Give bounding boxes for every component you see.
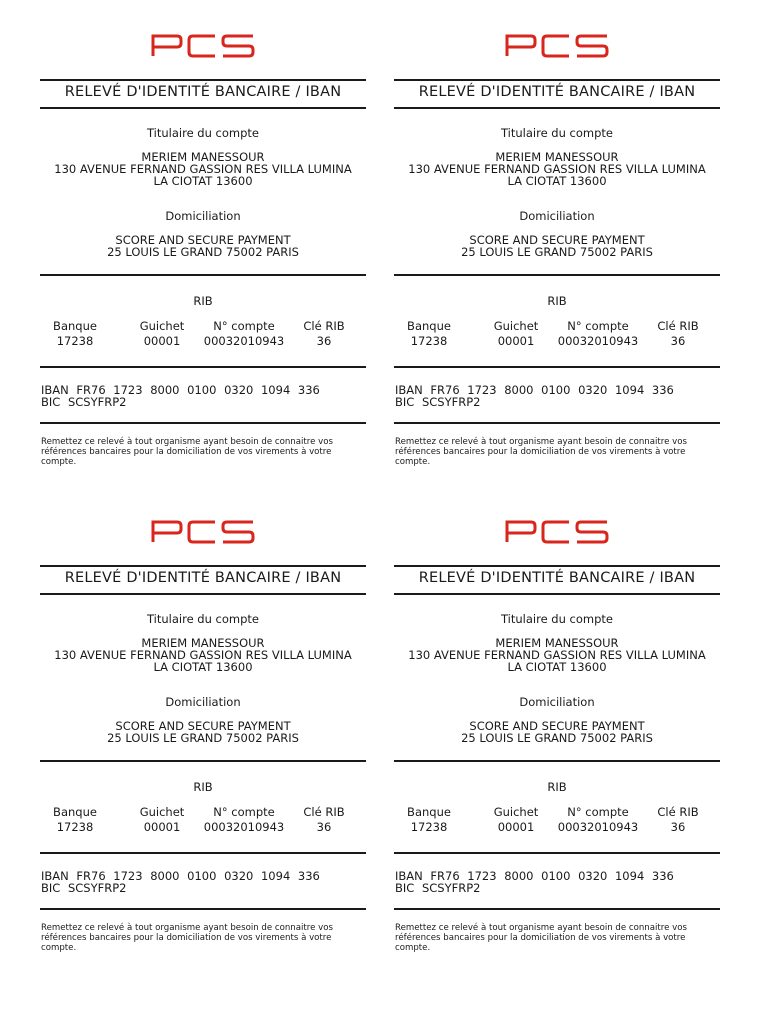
domiciliation-label: Domiciliation	[165, 209, 241, 223]
iban-line: IBAN FR76 1723 8000 0100 0320 1094 336	[395, 869, 674, 883]
rib-guichet: Guichet 00001	[139, 319, 185, 348]
rib-label: RIB	[193, 780, 213, 794]
bic-line: BIC SCSYFRP2	[41, 881, 127, 895]
rib-card-top-left	[40, 0, 366, 467]
rib-compte: N° compte 00032010943	[203, 319, 285, 348]
rib-card-bottom-left	[40, 486, 366, 953]
domiciliation-name: SCORE AND SECURE PAYMENT	[469, 233, 645, 247]
rib-cle: Clé RIB 36	[657, 805, 699, 834]
rib-banque: Banque 17238	[407, 319, 451, 348]
document-title: RELEVÉ D'IDENTITÉ BANCAIRE / IBAN	[64, 570, 342, 586]
rib-label: RIB	[193, 294, 213, 308]
divider	[394, 852, 720, 854]
rib-card-top-right	[394, 0, 720, 467]
document-title: RELEVÉ D'IDENTITÉ BANCAIRE / IBAN	[64, 84, 342, 100]
divider	[394, 593, 720, 595]
divider	[40, 908, 366, 910]
divider	[394, 107, 720, 109]
rib-compte: N° compte 00032010943	[557, 805, 639, 834]
holder-address-2: LA CIOTAT 13600	[507, 174, 607, 188]
pcs-logo	[40, 34, 366, 64]
rib-guichet: Guichet 00001	[139, 805, 185, 834]
holder-label: Titulaire du compte	[147, 612, 259, 626]
rib-cle: Clé RIB 36	[303, 805, 345, 834]
divider	[40, 565, 366, 567]
holder-label: Titulaire du compte	[147, 126, 259, 140]
bic-line: BIC SCSYFRP2	[395, 395, 481, 409]
note-text: Remettez ce relevé à tout organisme ayant besoin de connaitre vos références bancaires pour la domiciliation de vos virements à votre compte.	[41, 923, 333, 953]
holder-address-2: LA CIOTAT 13600	[153, 660, 253, 674]
holder-name: MERIEM MANESSOUR	[141, 636, 265, 650]
rib-banque: Banque 17238	[407, 805, 451, 834]
divider	[394, 422, 720, 424]
domiciliation-address: 25 LOUIS LE GRAND 75002 PARIS	[461, 731, 653, 745]
pcs-logo-icon	[505, 520, 609, 544]
note-text: Remettez ce relevé à tout organisme ayant besoin de connaitre vos références bancaires pour la domiciliation de vos virements à votre compte.	[395, 437, 687, 467]
pcs-logo-icon	[151, 520, 255, 544]
domiciliation-label: Domiciliation	[519, 209, 595, 223]
bic-line: BIC SCSYFRP2	[41, 395, 127, 409]
divider	[40, 593, 366, 595]
holder-name: MERIEM MANESSOUR	[141, 150, 265, 164]
rib-banque: Banque 17238	[53, 805, 97, 834]
pcs-logo	[394, 34, 720, 64]
domiciliation-address: 25 LOUIS LE GRAND 75002 PARIS	[107, 245, 299, 259]
rib-card-bottom-right	[394, 486, 720, 953]
holder-name: MERIEM MANESSOUR	[495, 636, 619, 650]
domiciliation-address: 25 LOUIS LE GRAND 75002 PARIS	[107, 731, 299, 745]
pcs-logo-icon	[505, 34, 609, 58]
divider	[40, 760, 366, 762]
pcs-logo-icon	[151, 34, 255, 58]
document-title: RELEVÉ D'IDENTITÉ BANCAIRE / IBAN	[418, 84, 696, 100]
divider	[40, 274, 366, 276]
divider	[394, 908, 720, 910]
divider	[40, 852, 366, 854]
divider	[394, 366, 720, 368]
divider	[394, 274, 720, 276]
rib-guichet: Guichet 00001	[493, 319, 539, 348]
holder-address-1: 130 AVENUE FERNAND GASSION RES VILLA LUMINA	[408, 648, 706, 662]
rib-compte: N° compte 00032010943	[557, 319, 639, 348]
rib-banque: Banque 17238	[53, 319, 97, 348]
divider	[394, 760, 720, 762]
domiciliation-name: SCORE AND SECURE PAYMENT	[115, 233, 291, 247]
divider	[394, 79, 720, 81]
iban-line: IBAN FR76 1723 8000 0100 0320 1094 336	[41, 383, 320, 397]
domiciliation-name: SCORE AND SECURE PAYMENT	[115, 719, 291, 733]
divider	[40, 422, 366, 424]
rib-label: RIB	[547, 780, 567, 794]
holder-address-2: LA CIOTAT 13600	[507, 660, 607, 674]
divider	[394, 565, 720, 567]
iban-line: IBAN FR76 1723 8000 0100 0320 1094 336	[395, 383, 674, 397]
holder-label: Titulaire du compte	[501, 612, 613, 626]
rib-compte: N° compte 00032010943	[203, 805, 285, 834]
domiciliation-label: Domiciliation	[519, 695, 595, 709]
divider	[40, 107, 366, 109]
rib-guichet: Guichet 00001	[493, 805, 539, 834]
holder-address-1: 130 AVENUE FERNAND GASSION RES VILLA LUMINA	[54, 162, 352, 176]
note-text: Remettez ce relevé à tout organisme ayant besoin de connaitre vos références bancaires pour la domiciliation de vos virements à votre compte.	[395, 923, 687, 953]
domiciliation-name: SCORE AND SECURE PAYMENT	[469, 719, 645, 733]
rib-cle: Clé RIB 36	[657, 319, 699, 348]
bic-line: BIC SCSYFRP2	[395, 881, 481, 895]
rib-label: RIB	[547, 294, 567, 308]
holder-label: Titulaire du compte	[501, 126, 613, 140]
holder-name: MERIEM MANESSOUR	[495, 150, 619, 164]
holder-address-1: 130 AVENUE FERNAND GASSION RES VILLA LUMINA	[408, 162, 706, 176]
divider	[40, 366, 366, 368]
note-text: Remettez ce relevé à tout organisme ayant besoin de connaitre vos références bancaires pour la domiciliation de vos virements à votre compte.	[41, 437, 333, 467]
rib-cle: Clé RIB 36	[303, 319, 345, 348]
domiciliation-address: 25 LOUIS LE GRAND 75002 PARIS	[461, 245, 653, 259]
domiciliation-label: Domiciliation	[165, 695, 241, 709]
divider	[40, 79, 366, 81]
iban-line: IBAN FR76 1723 8000 0100 0320 1094 336	[41, 869, 320, 883]
pcs-logo	[394, 520, 720, 550]
pcs-logo	[40, 520, 366, 550]
holder-address-2: LA CIOTAT 13600	[153, 174, 253, 188]
document-title: RELEVÉ D'IDENTITÉ BANCAIRE / IBAN	[418, 570, 696, 586]
holder-address-1: 130 AVENUE FERNAND GASSION RES VILLA LUMINA	[54, 648, 352, 662]
